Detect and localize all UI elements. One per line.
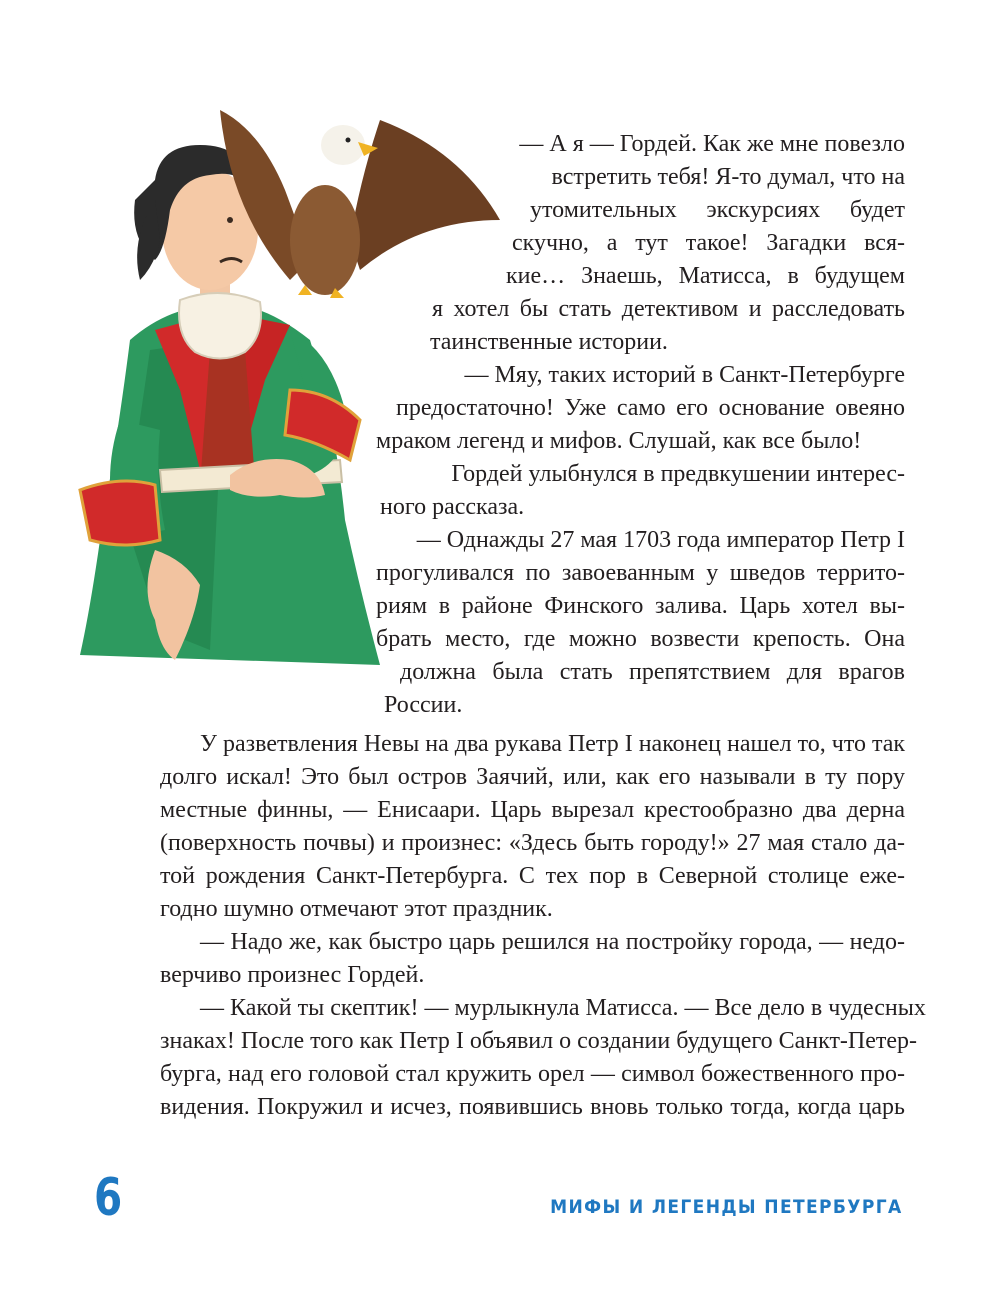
text-line: той рождения Санкт-Петербурга. С тех пор в Северной столице еже-: [160, 863, 905, 889]
text-line: знаках! После того как Петр I объявил о создании будущего Санкт-Петер-: [160, 1028, 918, 1054]
text-line: — Мяу, таких историй в Санкт-Петербурге: [464, 362, 905, 388]
text-line: предостаточно! Уже само его основание овеяно: [396, 395, 905, 421]
text-line: скучно, а тут такое! Загадки вся-: [512, 230, 905, 256]
text-line: верчиво произнес Гордей.: [160, 962, 425, 988]
page-number: 6: [94, 1168, 123, 1228]
text-line: — Какой ты скептик! — мурлыкнула Матисса. — Все дело в чудесных: [200, 995, 926, 1021]
text-line: ного рассказа.: [380, 494, 525, 520]
text-line: должна была стать препятствием для врагов: [400, 659, 905, 685]
dialogue-gordey-intro: [160, 128, 905, 722]
text-line: (поверхность почвы) и произнес: «Здесь быть городу!» 27 мая стало да-: [160, 830, 905, 856]
text-line: долго искал! Это был остров Заячий, или, как его называли в ту пору: [160, 764, 905, 790]
running-title: МИФЫ И ЛЕГЕНДЫ ПЕТЕРБУРГА: [550, 1196, 903, 1218]
text-line: риям в районе Финского залива. Царь хотел вы-: [376, 593, 905, 619]
text-line: — А я — Гордей. Как же мне повезло: [519, 131, 905, 157]
text-line: — Надо же, как быстро царь решился на постройку города, — недо-: [200, 929, 905, 955]
narration-zayachy-island: [160, 728, 926, 1124]
text-line: кие… Знаешь, Матисса, в будущем: [506, 263, 905, 289]
text-line: я хотел бы стать детективом и расследовать: [432, 296, 905, 322]
text-line: — Однажды 27 мая 1703 года император Петр I: [416, 527, 905, 553]
text-line: прогуливался по завоеванным у шведов террито-: [376, 560, 905, 586]
text-line: бурга, над его головой стал кружить орел — символ божественного про-: [160, 1061, 905, 1087]
text-line: видения. Покружил и исчез, появившись вновь только тогда, когда царь: [160, 1094, 905, 1120]
text-line: У разветвления Невы на два рукава Петр I наконец нашел то, что так: [200, 731, 906, 757]
text-line: таинственные истории.: [430, 329, 668, 355]
text-line: мраком легенд и мифов. Слушай, как все было!: [376, 428, 862, 454]
text-line: брать место, где можно возвести крепость. Она: [376, 626, 905, 652]
text-line: годно шумно отмечают этот праздник.: [160, 896, 553, 922]
text-line: России.: [384, 692, 463, 718]
text-line: утомительных экскурсиях будет: [530, 197, 905, 223]
text-line: Гордей улыбнулся в предвкушении интерес-: [451, 461, 905, 487]
text-line: встретить тебя! Я-то думал, что на: [551, 164, 905, 190]
text-line: местные финны, — Енисаари. Царь вырезал крестообразно два дерна: [160, 797, 905, 823]
